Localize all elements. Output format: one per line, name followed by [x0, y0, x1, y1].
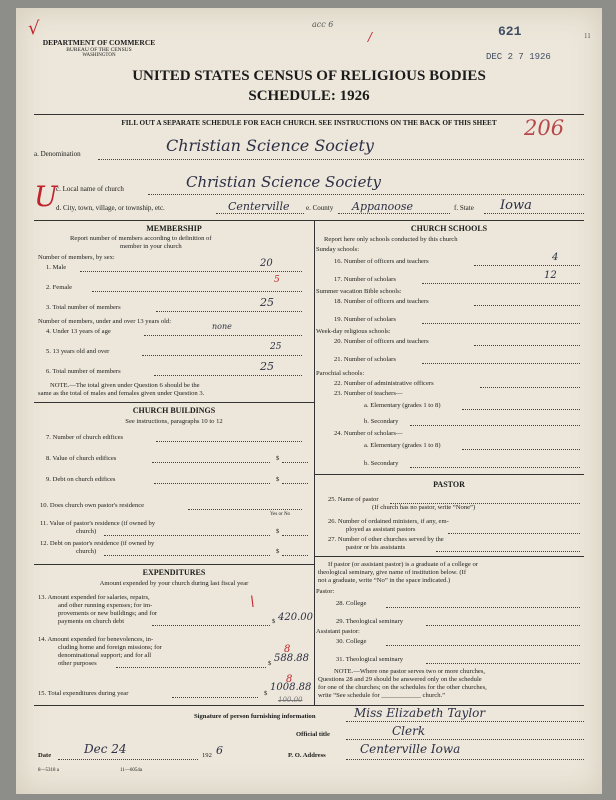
- red-letter-u: U: [34, 180, 58, 213]
- q14-line-1: 14. Amount expended for benevolences, in-: [38, 636, 154, 643]
- address-label: P. O. Address: [288, 752, 326, 759]
- summer-label: Summer vacation Bible schools:: [316, 288, 402, 295]
- q17-label: 17. Number of scholars: [334, 276, 396, 283]
- city-value: Centerville: [228, 200, 290, 213]
- age-label: Number of members, under and over 13 years old:: [38, 318, 172, 325]
- under13-value: none: [212, 322, 232, 331]
- over13-label: 5. 13 years old and over: [46, 348, 110, 355]
- q25-label: 25. Name of pastor: [328, 496, 379, 503]
- form-code-2: 11—6054a: [120, 768, 143, 773]
- q13-line-4: payments on church debt: [58, 618, 125, 625]
- q14-line-4: other purposes: [58, 660, 97, 667]
- q24-label: 24. Number of scholars—: [334, 430, 403, 437]
- year-suffix: 6: [216, 744, 223, 757]
- state-value: Iowa: [500, 198, 532, 213]
- q24a-label: a. Elementary (grades 1 to 8): [364, 442, 441, 449]
- form-code-1: 8—5318 a: [38, 768, 59, 773]
- q15-red-edit: 8: [286, 674, 293, 685]
- church-name-label: c. Local name of church: [56, 185, 124, 193]
- grad-line-2: theological seminary, give name of institution below. (If: [318, 569, 467, 576]
- q23-label: 23. Number of teachers—: [334, 390, 403, 397]
- q16-label: 16. Number of officers and teachers: [334, 258, 429, 265]
- q15-dollar: $: [264, 690, 268, 697]
- q23b-label: b. Secondary: [364, 418, 399, 425]
- parochial-label: Parochial schools:: [316, 370, 365, 377]
- county-label: e. County: [306, 204, 334, 212]
- q11-dollar: $: [276, 528, 280, 535]
- q9-dollar: $: [276, 476, 280, 483]
- by-sex-label: Number of members, by sex:: [38, 254, 115, 261]
- q18-label: 18. Number of officers and teachers: [334, 298, 429, 305]
- pastor-label: Pastor:: [316, 588, 335, 595]
- membership-note-1: NOTE.—The total given under Question 6 should be the: [50, 382, 200, 389]
- over13-value: 25: [270, 342, 282, 352]
- buildings-title: CHURCH BUILDINGS: [132, 406, 216, 415]
- q14-value: 588.88: [274, 653, 309, 664]
- state-label: f. State: [454, 204, 474, 212]
- pastor-note-2: Questions 28 and 29 should be answered only on the schedule: [318, 676, 482, 683]
- official-title-label: Official title: [296, 731, 330, 738]
- church-name-value: Christian Science Society: [186, 173, 381, 191]
- q15-label: 15. Total expenditures during year: [38, 690, 129, 697]
- q8-dollar: $: [276, 455, 280, 462]
- q24b-label: b. Secondary: [364, 460, 399, 467]
- q29-label: 29. Theological seminary: [336, 618, 404, 625]
- grad-line-3: not a graduate, write “No” in the space indicated.): [318, 577, 451, 584]
- form-title: UNITED STATES CENSUS OF RELIGIOUS BODIES: [132, 68, 486, 84]
- stamp-date: DEC 2 7 1926: [486, 52, 551, 62]
- year-prefix: 192: [202, 752, 212, 759]
- under13-label: 4. Under 13 years of age: [46, 328, 111, 335]
- q12-dollar: $: [276, 548, 280, 555]
- q23a-label: a. Elementary (grades 1 to 8): [364, 402, 441, 409]
- q31-label: 31. Theological seminary: [336, 656, 404, 663]
- q7-label: 7. Number of church edifices: [46, 434, 124, 441]
- q10-label: 10. Does church own pastor's residence: [40, 502, 145, 509]
- pastor-note-4: write “See schedule for ____________ church.”: [318, 692, 446, 699]
- membership-intro-2: member in your church: [120, 243, 182, 250]
- census-schedule-sheet: [16, 8, 602, 794]
- q28-label: 28. College: [336, 600, 367, 607]
- membership-title: MEMBERSHIP: [146, 224, 202, 233]
- q21-label: 21. Number of scholars: [334, 356, 396, 363]
- signature-label: Signature of person furnishing information: [194, 713, 316, 720]
- stamp-number: 621: [498, 24, 522, 39]
- buildings-sub: See instructions, paragraphs 10 to 12: [125, 418, 223, 425]
- red-tick-top: /: [368, 30, 373, 44]
- q12-label-2: church): [76, 548, 97, 555]
- department-header: [34, 38, 164, 58]
- q13-line-1: 13. Amount expended for salaries, repairs,: [38, 594, 150, 601]
- sunday-label: Sunday schools:: [316, 246, 360, 253]
- q14-line-3: denominational support; and for all: [58, 652, 152, 659]
- weekday-label: Week-day religious schools:: [316, 328, 391, 335]
- q30-label: 30. College: [336, 638, 367, 645]
- q25-sub: (If church has no pastor, write “None”): [372, 504, 476, 511]
- q17-value: 12: [544, 270, 557, 281]
- expenditures-sub: Amount expended by your church during last fiscal year: [99, 580, 249, 587]
- q26-line-2: ployed as assistant pastors: [346, 526, 416, 533]
- q19-label: 19. Number of scholars: [334, 316, 396, 323]
- male-label: 1. Male: [46, 264, 67, 271]
- total-members-value: 25: [260, 296, 274, 309]
- schools-title: CHURCH SCHOOLS: [410, 224, 488, 233]
- q26-line-1: 26. Number of ordained ministers, if any, em-: [328, 518, 449, 525]
- red-code-number: 206: [524, 116, 565, 140]
- female-value: 5: [274, 275, 280, 285]
- q13-line-3: provements or new buildings; and for: [58, 610, 158, 617]
- city-label: d. City, town, village, or township, etc.: [56, 204, 165, 212]
- column-divider: [314, 220, 315, 705]
- q11-label-2: church): [76, 528, 97, 535]
- q13-dollar: $: [272, 618, 276, 625]
- date-value: Dec 24: [84, 742, 127, 756]
- total-members-label: 3. Total number of members: [46, 304, 121, 311]
- q20-label: 20. Number of officers and teachers: [334, 338, 429, 345]
- membership-intro-1: Report number of members according to definition of: [70, 235, 212, 242]
- city-name: WASHINGTON: [82, 53, 116, 58]
- q14-dollar: $: [268, 660, 272, 667]
- q8-label: 8. Value of church edifices: [46, 455, 117, 462]
- schedule-instruction: FILL OUT A SEPARATE SCHEDULE FOR EACH CHURCH. SEE INSTRUCTIONS ON THE BACK OF THIS SHEET: [121, 119, 497, 127]
- pastor-note-1: NOTE.—Where one pastor serves two or more churches,: [334, 668, 486, 675]
- q13-line-2: and other running expenses; for im-: [58, 602, 153, 609]
- total6-value: 25: [260, 360, 274, 373]
- schools-intro: Report here only schools conducted by this church: [324, 236, 458, 243]
- female-label: 2. Female: [46, 284, 73, 291]
- corner-mark: 11: [584, 32, 591, 40]
- department-name: DEPARTMENT OF COMMERCE: [42, 38, 156, 47]
- q27-line-2: pastor or his assistants: [346, 544, 406, 551]
- q14-line-2: cluding home and foreign missions; for: [58, 644, 162, 651]
- denomination-value: Christian Science Society: [166, 136, 374, 155]
- signature-value: Miss Elizabeth Taylor: [354, 706, 486, 720]
- q22-label: 22. Number of administrative officers: [334, 380, 434, 387]
- red-check-mark: √: [28, 18, 40, 39]
- schedule-title: SCHEDULE: 1926: [248, 88, 370, 104]
- q27-line-1: 27. Number of other churches served by the: [328, 536, 444, 543]
- pastor-note-3: for one of the churches; on the schedules for the other churches,: [318, 684, 487, 691]
- q9-label: 9. Debt on church edifices: [46, 476, 116, 483]
- total6-label: 6. Total number of members: [46, 368, 121, 375]
- q15-old-value: 100.00: [278, 696, 303, 704]
- denomination-label: a. Denomination: [34, 150, 81, 158]
- q11-label-1: 11. Value of pastor's residence (if owned by: [40, 520, 156, 527]
- q12-label-1: 12. Debt on pastor's residence (if owned by: [40, 540, 155, 547]
- official-title-value: Clerk: [392, 724, 426, 738]
- expenditures-title: EXPENDITURES: [142, 568, 206, 577]
- yes-no-hint: Yes or No: [270, 512, 291, 517]
- membership-note-2: same as the total of males and females given under Question 3.: [38, 390, 205, 397]
- q13-value: 420.00: [278, 612, 313, 623]
- q14-red-edit: 8: [284, 644, 291, 655]
- q13-red-mark: \: [250, 594, 255, 610]
- top-pencil-note: acc 6: [312, 20, 334, 29]
- male-value: 20: [260, 258, 273, 269]
- pastor-title: PASTOR: [433, 480, 465, 489]
- assistant-label: Assistant pastor:: [316, 628, 360, 635]
- address-value: Centerville Iowa: [360, 742, 461, 756]
- date-label: Date: [38, 752, 52, 759]
- bureau-name: BUREAU OF THE CENSUS: [66, 47, 132, 53]
- grad-line-1: If pastor (or assistant pastor) is a graduate of a college or: [328, 561, 478, 568]
- county-value: Appanoose: [352, 200, 414, 213]
- q16-value: 4: [552, 252, 559, 263]
- q15-value: 1008.88: [270, 682, 312, 693]
